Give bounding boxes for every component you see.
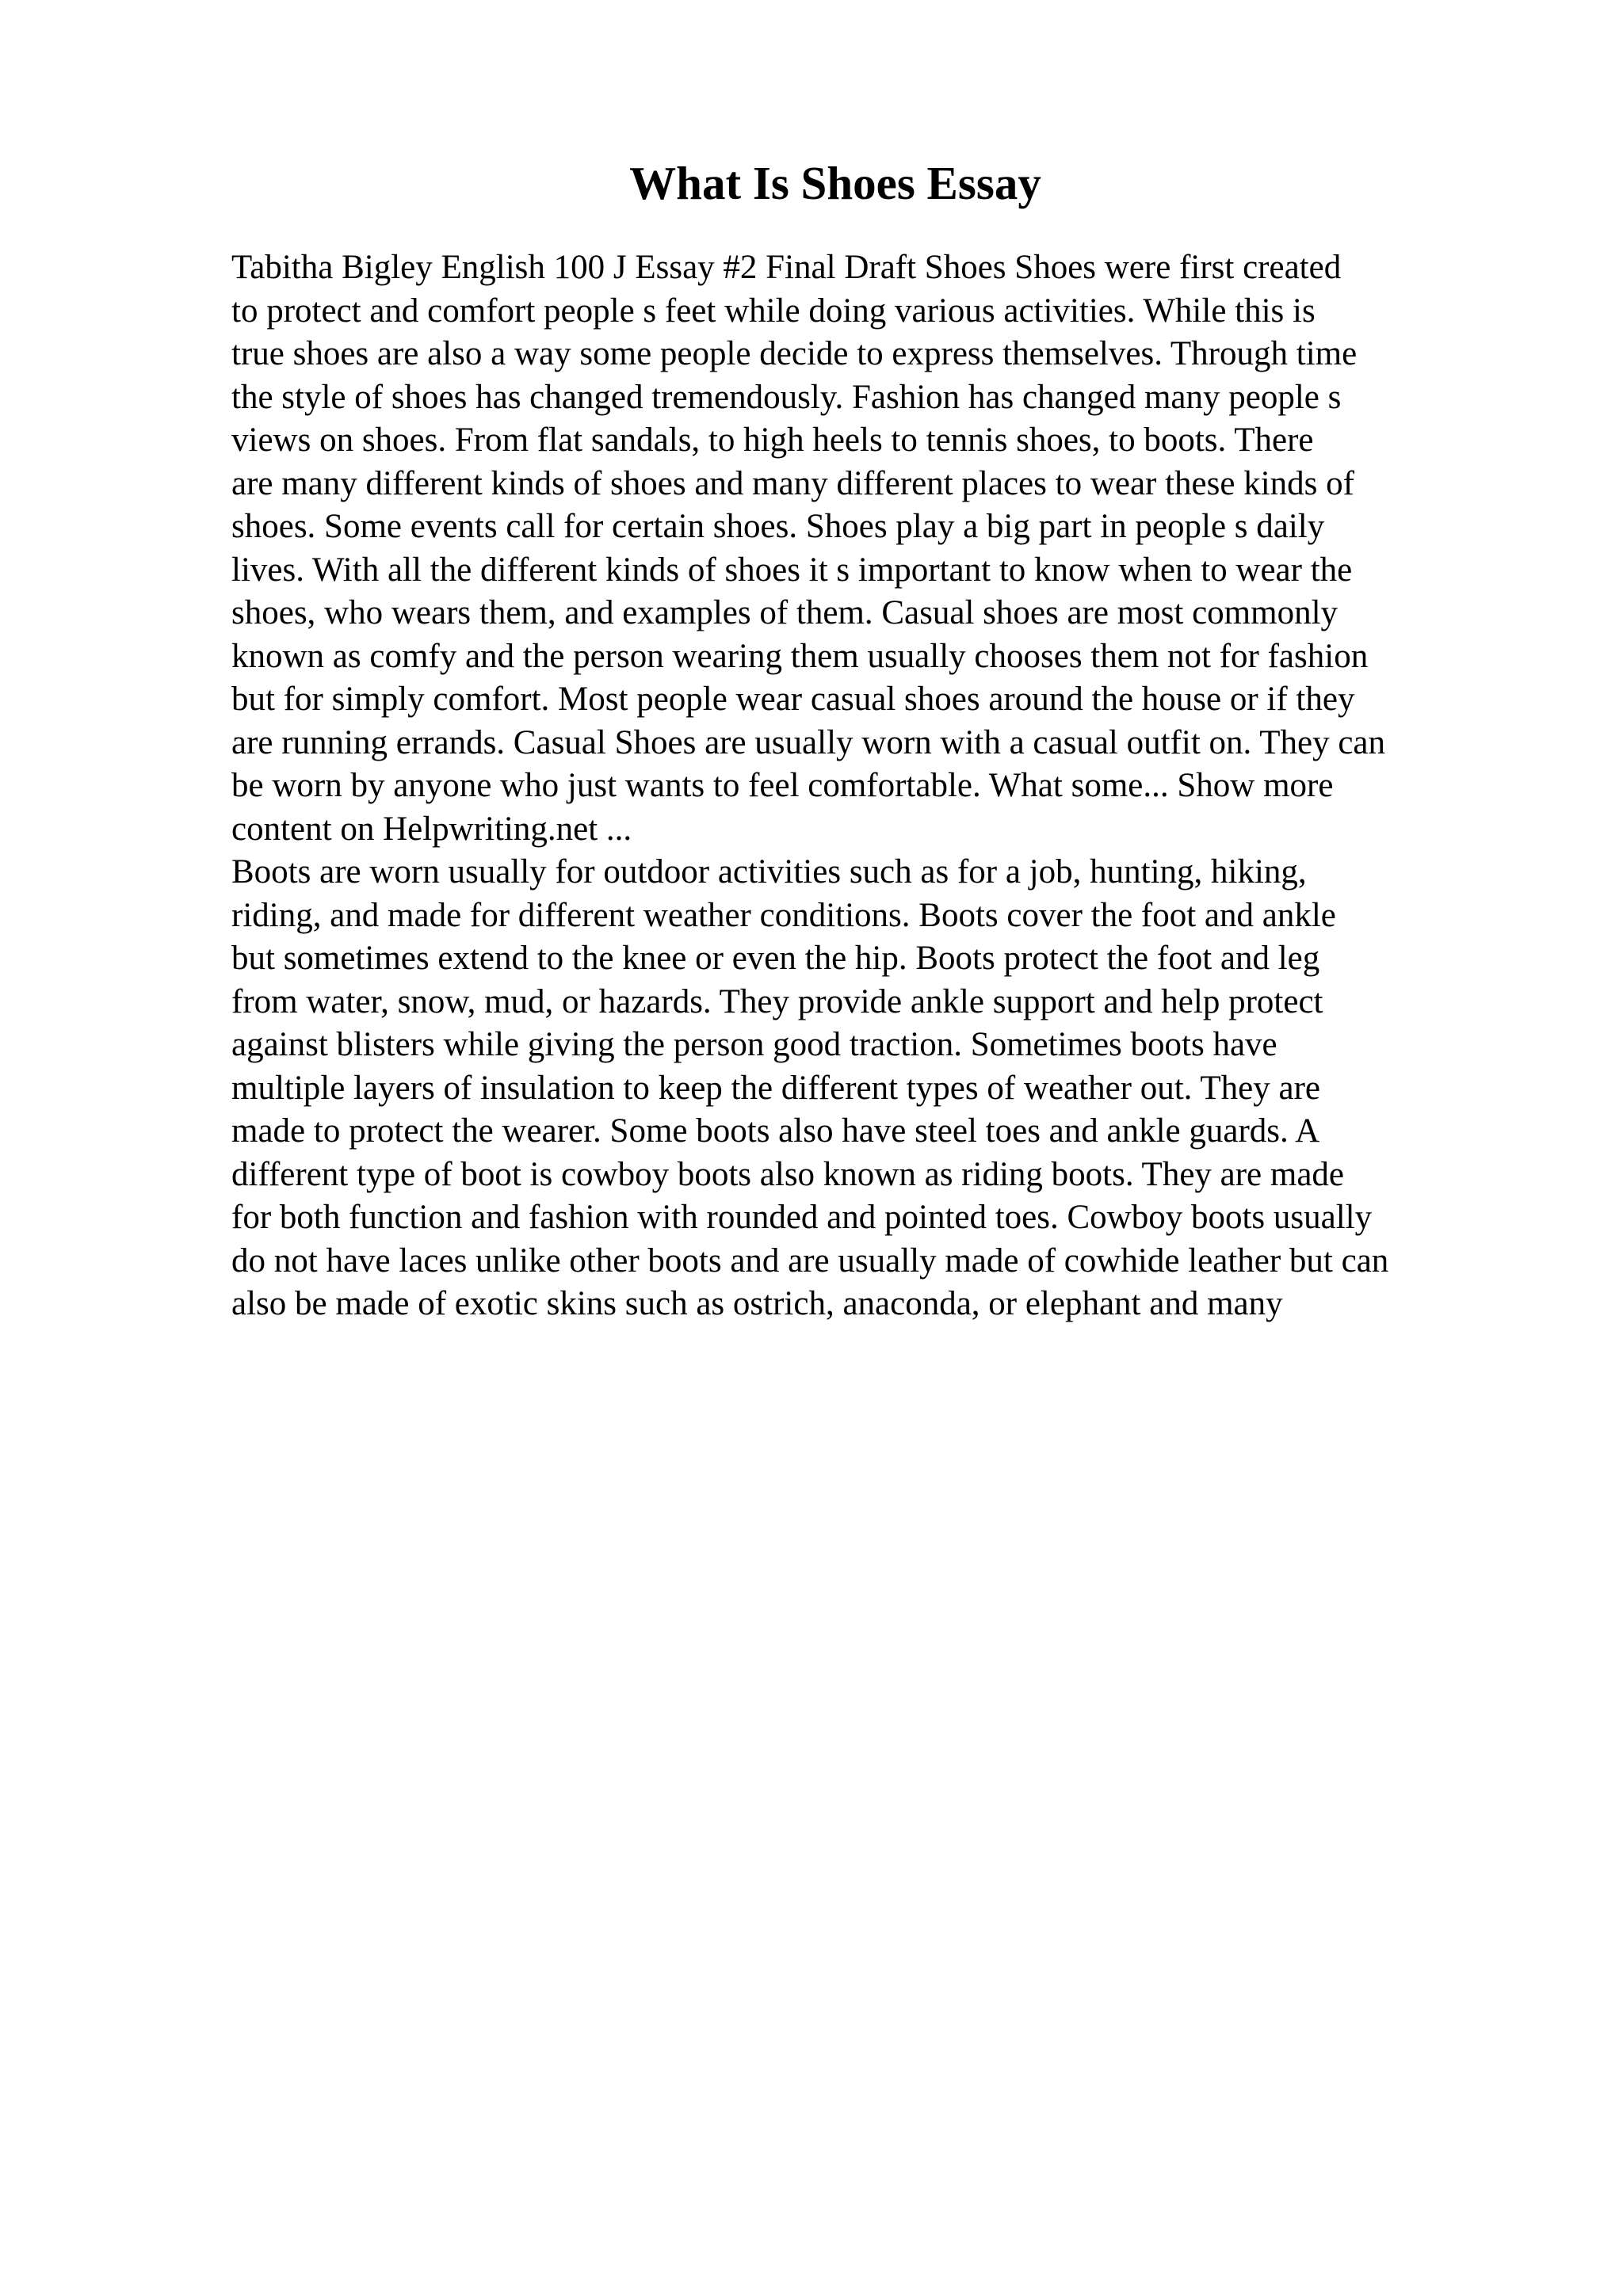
- text-line: to protect and comfort people s feet while doing various activities. While this is: [231, 292, 1316, 330]
- text-line: multiple layers of insulation to keep the different types of weather out. They are: [231, 1069, 1320, 1107]
- text-line: known as comfy and the person wearing them usually chooses them not for fashion: [231, 637, 1369, 675]
- text-line: views on shoes. From flat sandals, to high heels to tennis shoes, to boots. There: [231, 421, 1314, 459]
- text-line: Tabitha Bigley English 100 J Essay #2 Final Draft Shoes Shoes were first created: [231, 249, 1342, 286]
- text-line: shoes. Some events call for certain shoes. Shoes play a big part in people s daily: [231, 508, 1325, 545]
- text-line: but sometimes extend to the knee or even the hip. Boots protect the foot and leg: [231, 940, 1320, 977]
- text-line: also be made of exotic skins such as ostrich, anaconda, or elephant and many: [231, 1285, 1283, 1322]
- text-line: different type of boot is cowboy boots also known as riding boots. They are made: [231, 1155, 1345, 1193]
- text-line: riding, and made for different weather conditions. Boots cover the foot and ankle: [231, 896, 1336, 934]
- text-line: are running errands. Casual Shoes are usually worn with a casual outfit on. They can: [231, 723, 1386, 761]
- text-line: the style of shoes has changed tremendously. Fashion has changed many people s: [231, 378, 1342, 416]
- text-line: for both function and fashion with rounded and pointed toes. Cowboy boots usually: [231, 1199, 1373, 1236]
- document-title: What Is Shoes Essay: [629, 157, 1041, 209]
- text-line: are many different kinds of shoes and many different places to wear these kinds of: [231, 464, 1354, 502]
- text-line: content on Helpwriting.net ...: [231, 810, 632, 848]
- document-body: [231, 246, 1499, 1326]
- text-line: lives. With all the different kinds of shoes it s important to know when to wear the: [231, 551, 1353, 589]
- text-line: Boots are worn usually for outdoor activities such as for a job, hunting, hiking,: [231, 853, 1307, 891]
- text-line: true shoes are also a way some people decide to express themselves. Through time: [231, 335, 1358, 372]
- text-line: do not have laces unlike other boots and are usually made of cowhide leather but can: [231, 1241, 1389, 1280]
- text-line: shoes, who wears them, and examples of them. Casual shoes are most commonly: [231, 594, 1338, 631]
- text-line: be worn by anyone who just wants to feel comfortable. What some... Show more: [231, 767, 1334, 804]
- text-line: made to protect the wearer. Some boots also have steel toes and ankle guards. A: [231, 1112, 1320, 1150]
- text-line: against blisters while giving the person good traction. Sometimes boots have: [231, 1026, 1277, 1063]
- text-line: but for simply comfort. Most people wear casual shoes around the house or if they: [231, 681, 1355, 718]
- text-line: from water, snow, mud, or hazards. They provide ankle support and help protect: [231, 982, 1323, 1020]
